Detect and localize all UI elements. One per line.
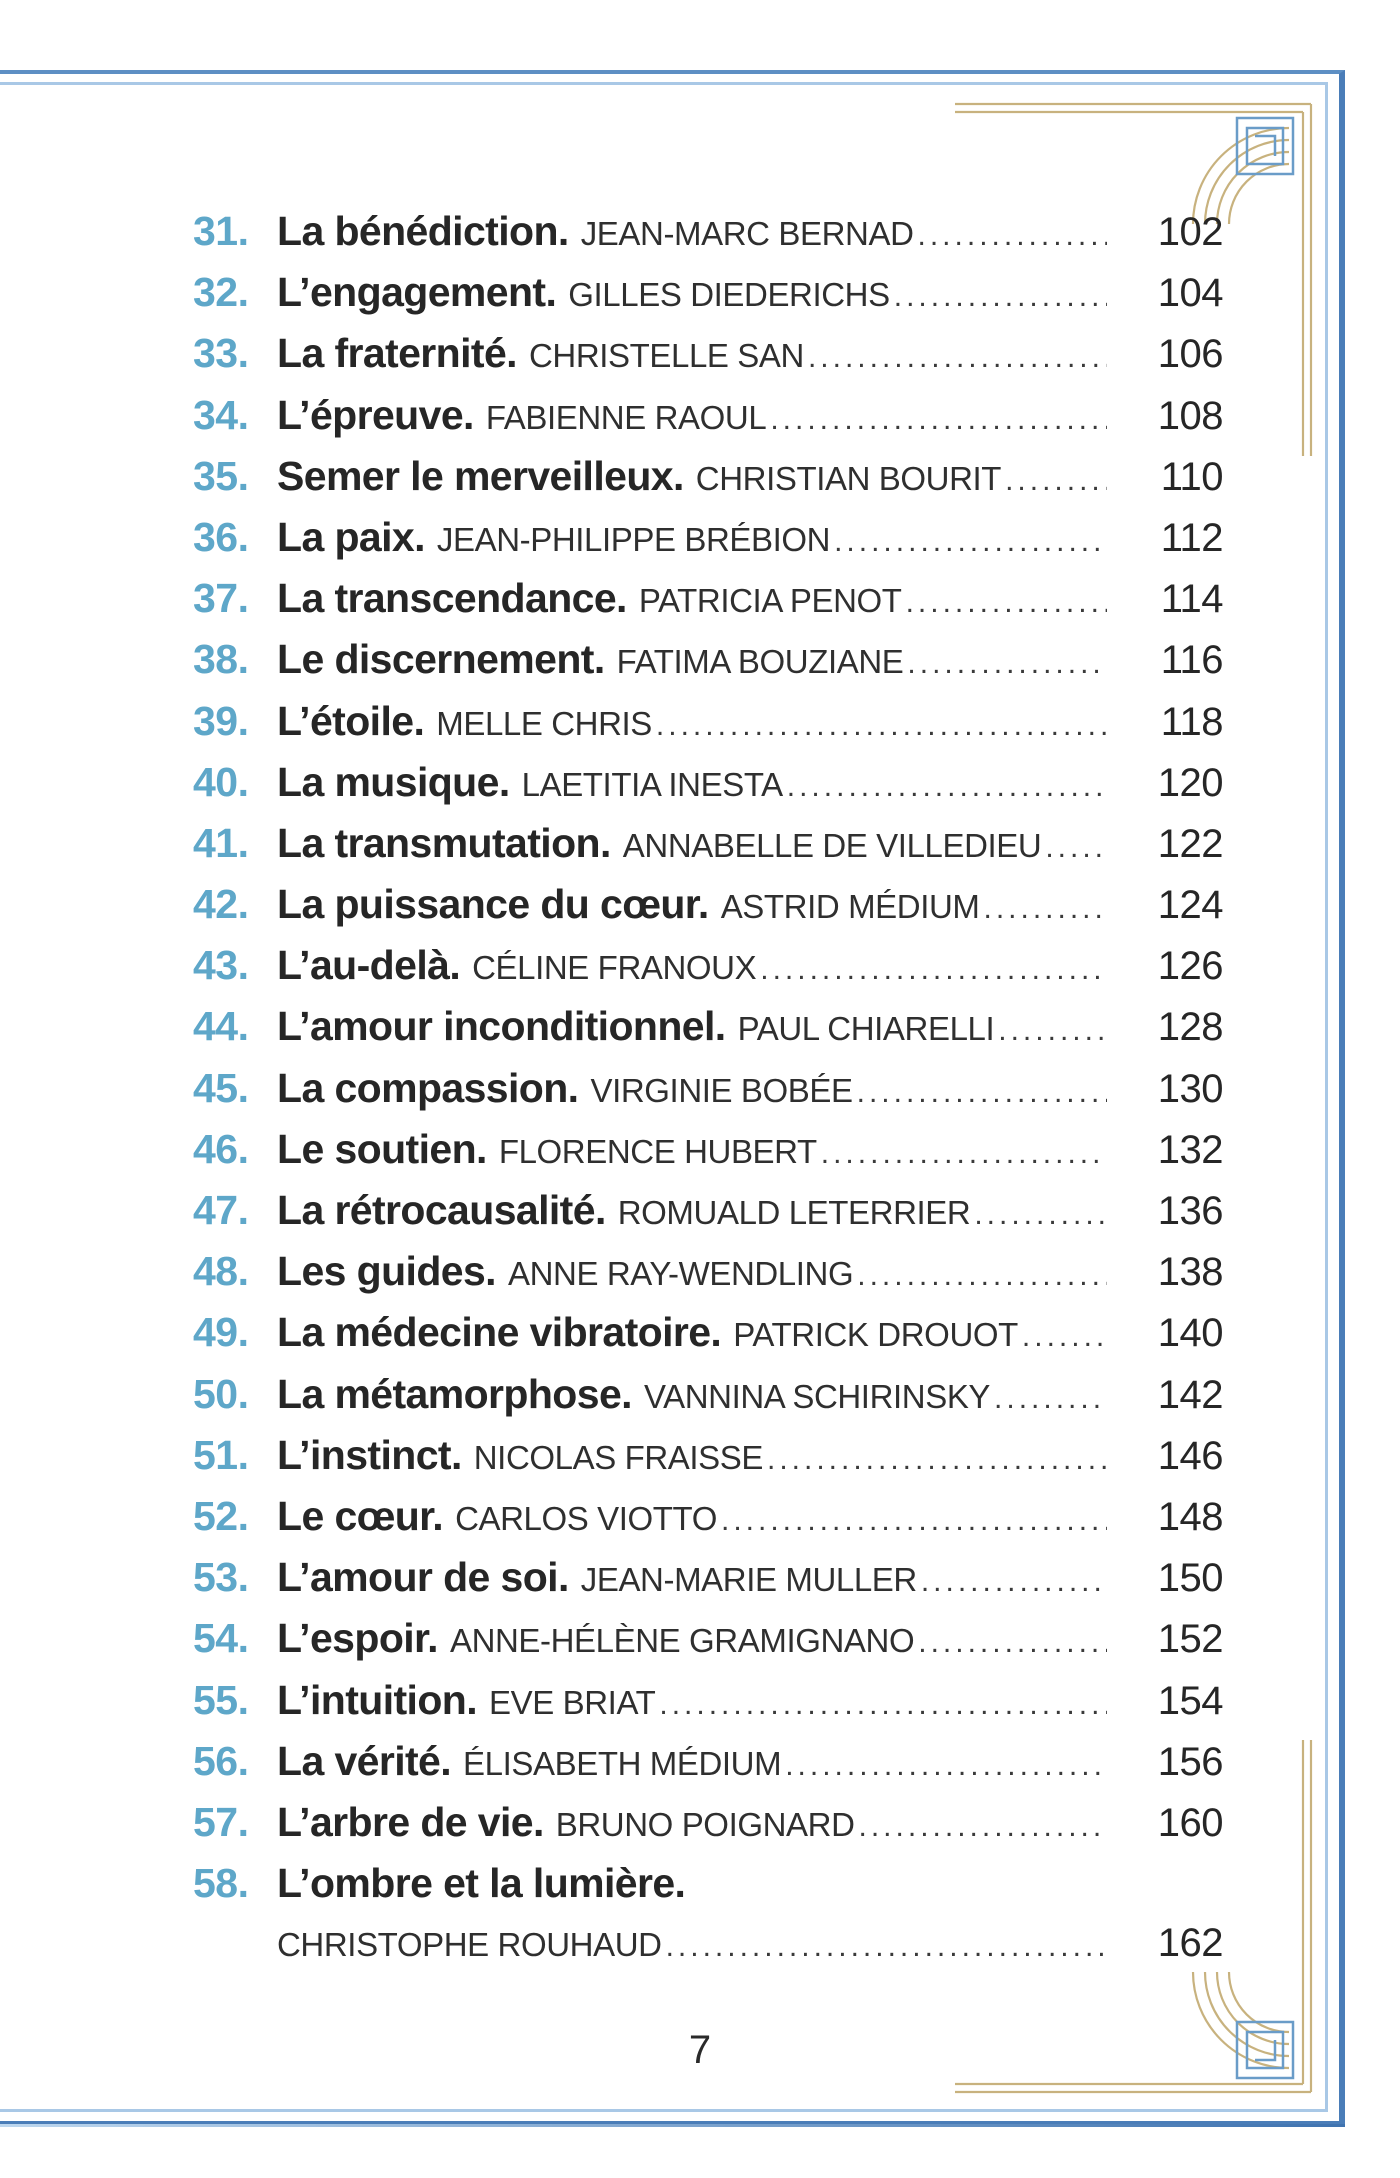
entry-number: 54. [193, 1615, 249, 1662]
dot-leader [921, 1565, 1107, 1599]
entry-body [277, 1554, 1223, 1601]
entry-page: 102 [1157, 210, 1223, 254]
dot-leader [767, 1443, 1107, 1477]
entry-page: 142 [1157, 1372, 1223, 1417]
entry-author: CHRISTIAN BOURIT [695, 459, 1002, 497]
toc-entry[interactable] [193, 1371, 1223, 1432]
entry-number: 49. [193, 1309, 249, 1356]
dot-leader [859, 1810, 1107, 1844]
dot-leader [770, 403, 1107, 437]
toc-entry[interactable] [193, 759, 1223, 820]
entry-page: 128 [1157, 1005, 1223, 1050]
toc-entry[interactable] [193, 1738, 1223, 1799]
toc-entry[interactable] [193, 1187, 1223, 1248]
entry-title: Le cœur. [277, 1492, 444, 1539]
entry-author: ANNE-HÉLÈNE GRAMIGNANO [449, 1622, 915, 1660]
toc-entry[interactable] [193, 1860, 1223, 1921]
entry-number: 58. [193, 1860, 249, 1907]
entry-title: La vérité. [277, 1737, 452, 1784]
entry-author: ANNABELLE DE VILLEDIEU [622, 826, 1042, 864]
toc-entry[interactable] [193, 575, 1223, 636]
dot-leader [974, 1198, 1107, 1232]
entry-page: 122 [1157, 821, 1223, 866]
entry-body [277, 1799, 1223, 1846]
entry-number: 33. [193, 330, 249, 377]
toc-entry[interactable] [193, 392, 1223, 453]
entry-body [277, 1860, 1223, 1907]
toc-entry[interactable] [193, 514, 1223, 575]
entry-page: 136 [1157, 1189, 1223, 1233]
entry-body [277, 636, 1223, 683]
entry-number: 34. [193, 391, 249, 438]
entry-number: 31. [193, 208, 249, 254]
entry-author: MELLE CHRIS [436, 704, 652, 742]
toc-entry[interactable] [193, 1554, 1223, 1615]
entry-number: 47. [193, 1187, 249, 1233]
entry-body [277, 208, 1223, 255]
entry-number: 40. [193, 758, 249, 805]
entry-title: La bénédiction. [277, 208, 569, 254]
entry-number: 41. [193, 819, 249, 866]
entry-author: CÉLINE FRANOUX [472, 949, 757, 987]
entry-title: Les guides. [277, 1248, 496, 1295]
entry-title: L’étoile. [277, 697, 425, 744]
entry-author: JEAN-MARC BERNAD [580, 215, 914, 252]
dot-leader [1005, 464, 1107, 498]
dot-leader [659, 1688, 1107, 1722]
toc-entry[interactable] [193, 636, 1223, 697]
entry-number: 44. [193, 1003, 249, 1050]
toc-entry[interactable] [193, 1003, 1223, 1064]
toc-entry[interactable] [193, 698, 1223, 759]
entry-body [277, 575, 1223, 622]
table-of-contents [193, 208, 1223, 1982]
entry-author: PATRICIA PENOT [638, 582, 902, 620]
entry-page: 120 [1157, 760, 1223, 805]
entry-number: 32. [193, 269, 249, 316]
entry-body [277, 1921, 1223, 1966]
entry-body [277, 1615, 1223, 1662]
entry-number: 46. [193, 1125, 249, 1172]
dot-leader [998, 1014, 1107, 1048]
entry-title: L’instinct. [277, 1431, 462, 1478]
entry-body [277, 1371, 1223, 1418]
entry-body [277, 514, 1223, 561]
toc-entry[interactable] [193, 1126, 1223, 1187]
entry-page: 110 [1160, 454, 1223, 499]
entry-page: 146 [1157, 1433, 1223, 1478]
entry-title: Semer le merveilleux. [277, 452, 684, 499]
entry-author: FLORENCE HUBERT [498, 1132, 817, 1170]
entry-page: 106 [1157, 332, 1223, 377]
page-number: 7 [688, 2028, 712, 2072]
entry-author: NICOLAS FRAISSE [473, 1438, 763, 1476]
entry-title: La transcendance. [277, 575, 627, 622]
entry-page: 160 [1157, 1800, 1223, 1845]
entry-body [277, 1003, 1223, 1050]
dot-leader [984, 892, 1108, 926]
entry-author: FATIMA BOUZIANE [616, 643, 904, 681]
entry-author: BRUNO POIGNARD [555, 1805, 855, 1843]
toc-entry[interactable] [193, 269, 1223, 330]
dot-leader [785, 1749, 1107, 1783]
entry-page: 126 [1157, 944, 1223, 989]
entry-page: 162 [1157, 1921, 1223, 1966]
entry-title: Le soutien. [277, 1125, 487, 1172]
entry-page: 132 [1157, 1127, 1223, 1172]
dot-leader [994, 1382, 1107, 1416]
dot-leader [906, 586, 1107, 620]
entry-title: La paix. [277, 513, 425, 560]
dot-leader [907, 647, 1107, 681]
toc-entry[interactable] [193, 1065, 1223, 1126]
entry-author: ANNE RAY-WENDLING [507, 1255, 854, 1293]
dot-leader [834, 525, 1107, 559]
dot-leader [656, 709, 1107, 743]
entry-title: La métamorphose. [277, 1370, 632, 1417]
entry-number: 48. [193, 1248, 249, 1295]
entry-body [277, 1493, 1223, 1540]
entry-body [277, 1309, 1223, 1356]
toc-entry-continuation[interactable] [193, 1921, 1223, 1982]
entry-body [277, 392, 1223, 439]
toc-entry[interactable] [193, 453, 1223, 514]
entry-number: 50. [193, 1370, 249, 1417]
entry-page: 130 [1157, 1066, 1223, 1111]
entry-author: ROMUALD LETERRIER [617, 1194, 971, 1231]
entry-body [277, 820, 1223, 867]
entry-number: 35. [193, 452, 249, 499]
entry-title: L’espoir. [277, 1615, 438, 1662]
toc-entry[interactable] [193, 1677, 1223, 1738]
entry-number: 36. [193, 513, 249, 560]
toc-entry[interactable] [193, 208, 1223, 269]
entry-page: 104 [1157, 271, 1223, 316]
entry-title: Le discernement. [277, 636, 605, 683]
entry-title: La compassion. [277, 1064, 579, 1111]
entry-body [277, 453, 1223, 500]
entry-page: 116 [1160, 638, 1223, 683]
toc-entry[interactable] [193, 1799, 1223, 1860]
entry-author: JEAN-PHILIPPE BRÉBION [436, 520, 831, 558]
entry-page: 114 [1160, 577, 1223, 622]
toc-entry[interactable] [193, 881, 1223, 942]
toc-entry[interactable] [193, 1493, 1223, 1554]
entry-body [277, 698, 1223, 745]
entry-body [277, 1065, 1223, 1112]
dot-leader [808, 341, 1107, 375]
dot-leader [666, 1930, 1107, 1964]
entry-body [277, 942, 1223, 989]
entry-title: L’épreuve. [277, 391, 474, 438]
entry-page: 112 [1160, 515, 1223, 560]
entry-title: L’arbre de vie. [277, 1798, 544, 1845]
entry-title: L’au-delà. [277, 942, 461, 989]
entry-page: 148 [1157, 1494, 1223, 1539]
toc-entry[interactable] [193, 942, 1223, 1003]
entry-author: VIRGINIE BOBÉE [590, 1071, 853, 1109]
toc-entry[interactable] [193, 1615, 1223, 1676]
dot-leader [857, 1259, 1107, 1293]
dot-leader [1022, 1320, 1107, 1354]
entry-number: 57. [193, 1798, 249, 1845]
entry-title: La musique. [277, 758, 510, 805]
toc-entry[interactable] [193, 330, 1223, 391]
entry-number: 43. [193, 942, 249, 989]
entry-number: 37. [193, 575, 249, 622]
dot-leader [787, 770, 1107, 804]
entry-title: L’intuition. [277, 1676, 478, 1723]
entry-title: La fraternité. [277, 330, 517, 377]
entry-author: LAETITIA INESTA [521, 765, 783, 803]
entry-page: 152 [1157, 1617, 1223, 1662]
entry-page: 124 [1157, 883, 1223, 928]
entry-number: 52. [193, 1492, 249, 1539]
entry-title: La rétrocausalité. [277, 1187, 606, 1233]
entry-author: PATRICK DROUOT [733, 1316, 1018, 1354]
entry-page: 154 [1157, 1678, 1223, 1723]
entry-body [277, 1677, 1223, 1724]
entry-author: GILLES DIEDERICHS [568, 276, 890, 314]
entry-body [277, 1126, 1223, 1173]
entry-body [277, 1432, 1223, 1479]
entry-page: 118 [1160, 699, 1223, 744]
dot-leader [821, 1137, 1107, 1171]
dot-leader [721, 1504, 1107, 1538]
entry-number: 51. [193, 1431, 249, 1478]
toc-entry[interactable] [193, 1248, 1223, 1309]
entry-body [277, 1187, 1223, 1234]
entry-number: 53. [193, 1554, 249, 1601]
entry-number: 56. [193, 1737, 249, 1784]
dot-leader [1045, 831, 1107, 865]
entry-title: La médecine vibratoire. [277, 1309, 722, 1356]
entry-body [277, 881, 1223, 928]
dot-leader [918, 219, 1107, 253]
entry-author: EVE BRIAT [489, 1683, 656, 1721]
toc-entry[interactable] [193, 820, 1223, 881]
entry-author: ASTRID MÉDIUM [720, 888, 980, 926]
entry-title: L’ombre et la lumière. [277, 1860, 686, 1907]
entry-author: VANNINA SCHIRINSKY [643, 1377, 991, 1415]
entry-page: 108 [1157, 393, 1223, 438]
entry-number: 55. [193, 1676, 249, 1723]
toc-entry[interactable] [193, 1432, 1223, 1493]
entry-number: 45. [193, 1064, 249, 1111]
entry-author: PAUL CHIARELLI [737, 1010, 995, 1048]
entry-title: L’engagement. [277, 269, 557, 316]
toc-entry[interactable] [193, 1309, 1223, 1370]
entry-page: 140 [1157, 1311, 1223, 1356]
entry-number: 42. [193, 881, 249, 928]
entry-number: 38. [193, 636, 249, 683]
entry-body [277, 759, 1223, 806]
dot-leader [857, 1076, 1107, 1110]
dot-leader [894, 280, 1107, 314]
entry-body [277, 1738, 1223, 1785]
entry-body [277, 330, 1223, 377]
entry-author: CHRISTOPHE ROUHAUD [277, 1926, 662, 1964]
entry-author: CARLOS VIOTTO [455, 1499, 717, 1537]
entry-page: 156 [1157, 1739, 1223, 1784]
entry-author: ÉLISABETH MÉDIUM [463, 1744, 782, 1782]
entry-page: 138 [1157, 1250, 1223, 1295]
entry-title: La puissance du cœur. [277, 881, 709, 928]
entry-body [277, 1248, 1223, 1295]
entry-title: L’amour de soi. [277, 1554, 569, 1601]
entry-title: La transmutation. [277, 819, 611, 866]
entry-author: JEAN-MARIE MULLER [580, 1561, 917, 1599]
dot-leader [760, 953, 1107, 987]
entry-author: CHRISTELLE SAN [528, 337, 804, 375]
entry-body [277, 269, 1223, 316]
entry-author: FABIENNE RAOUL [485, 398, 767, 436]
entry-page: 150 [1157, 1556, 1223, 1601]
entry-title: L’amour inconditionnel. [277, 1003, 726, 1050]
dot-leader [918, 1626, 1107, 1660]
entry-number: 39. [193, 697, 249, 744]
